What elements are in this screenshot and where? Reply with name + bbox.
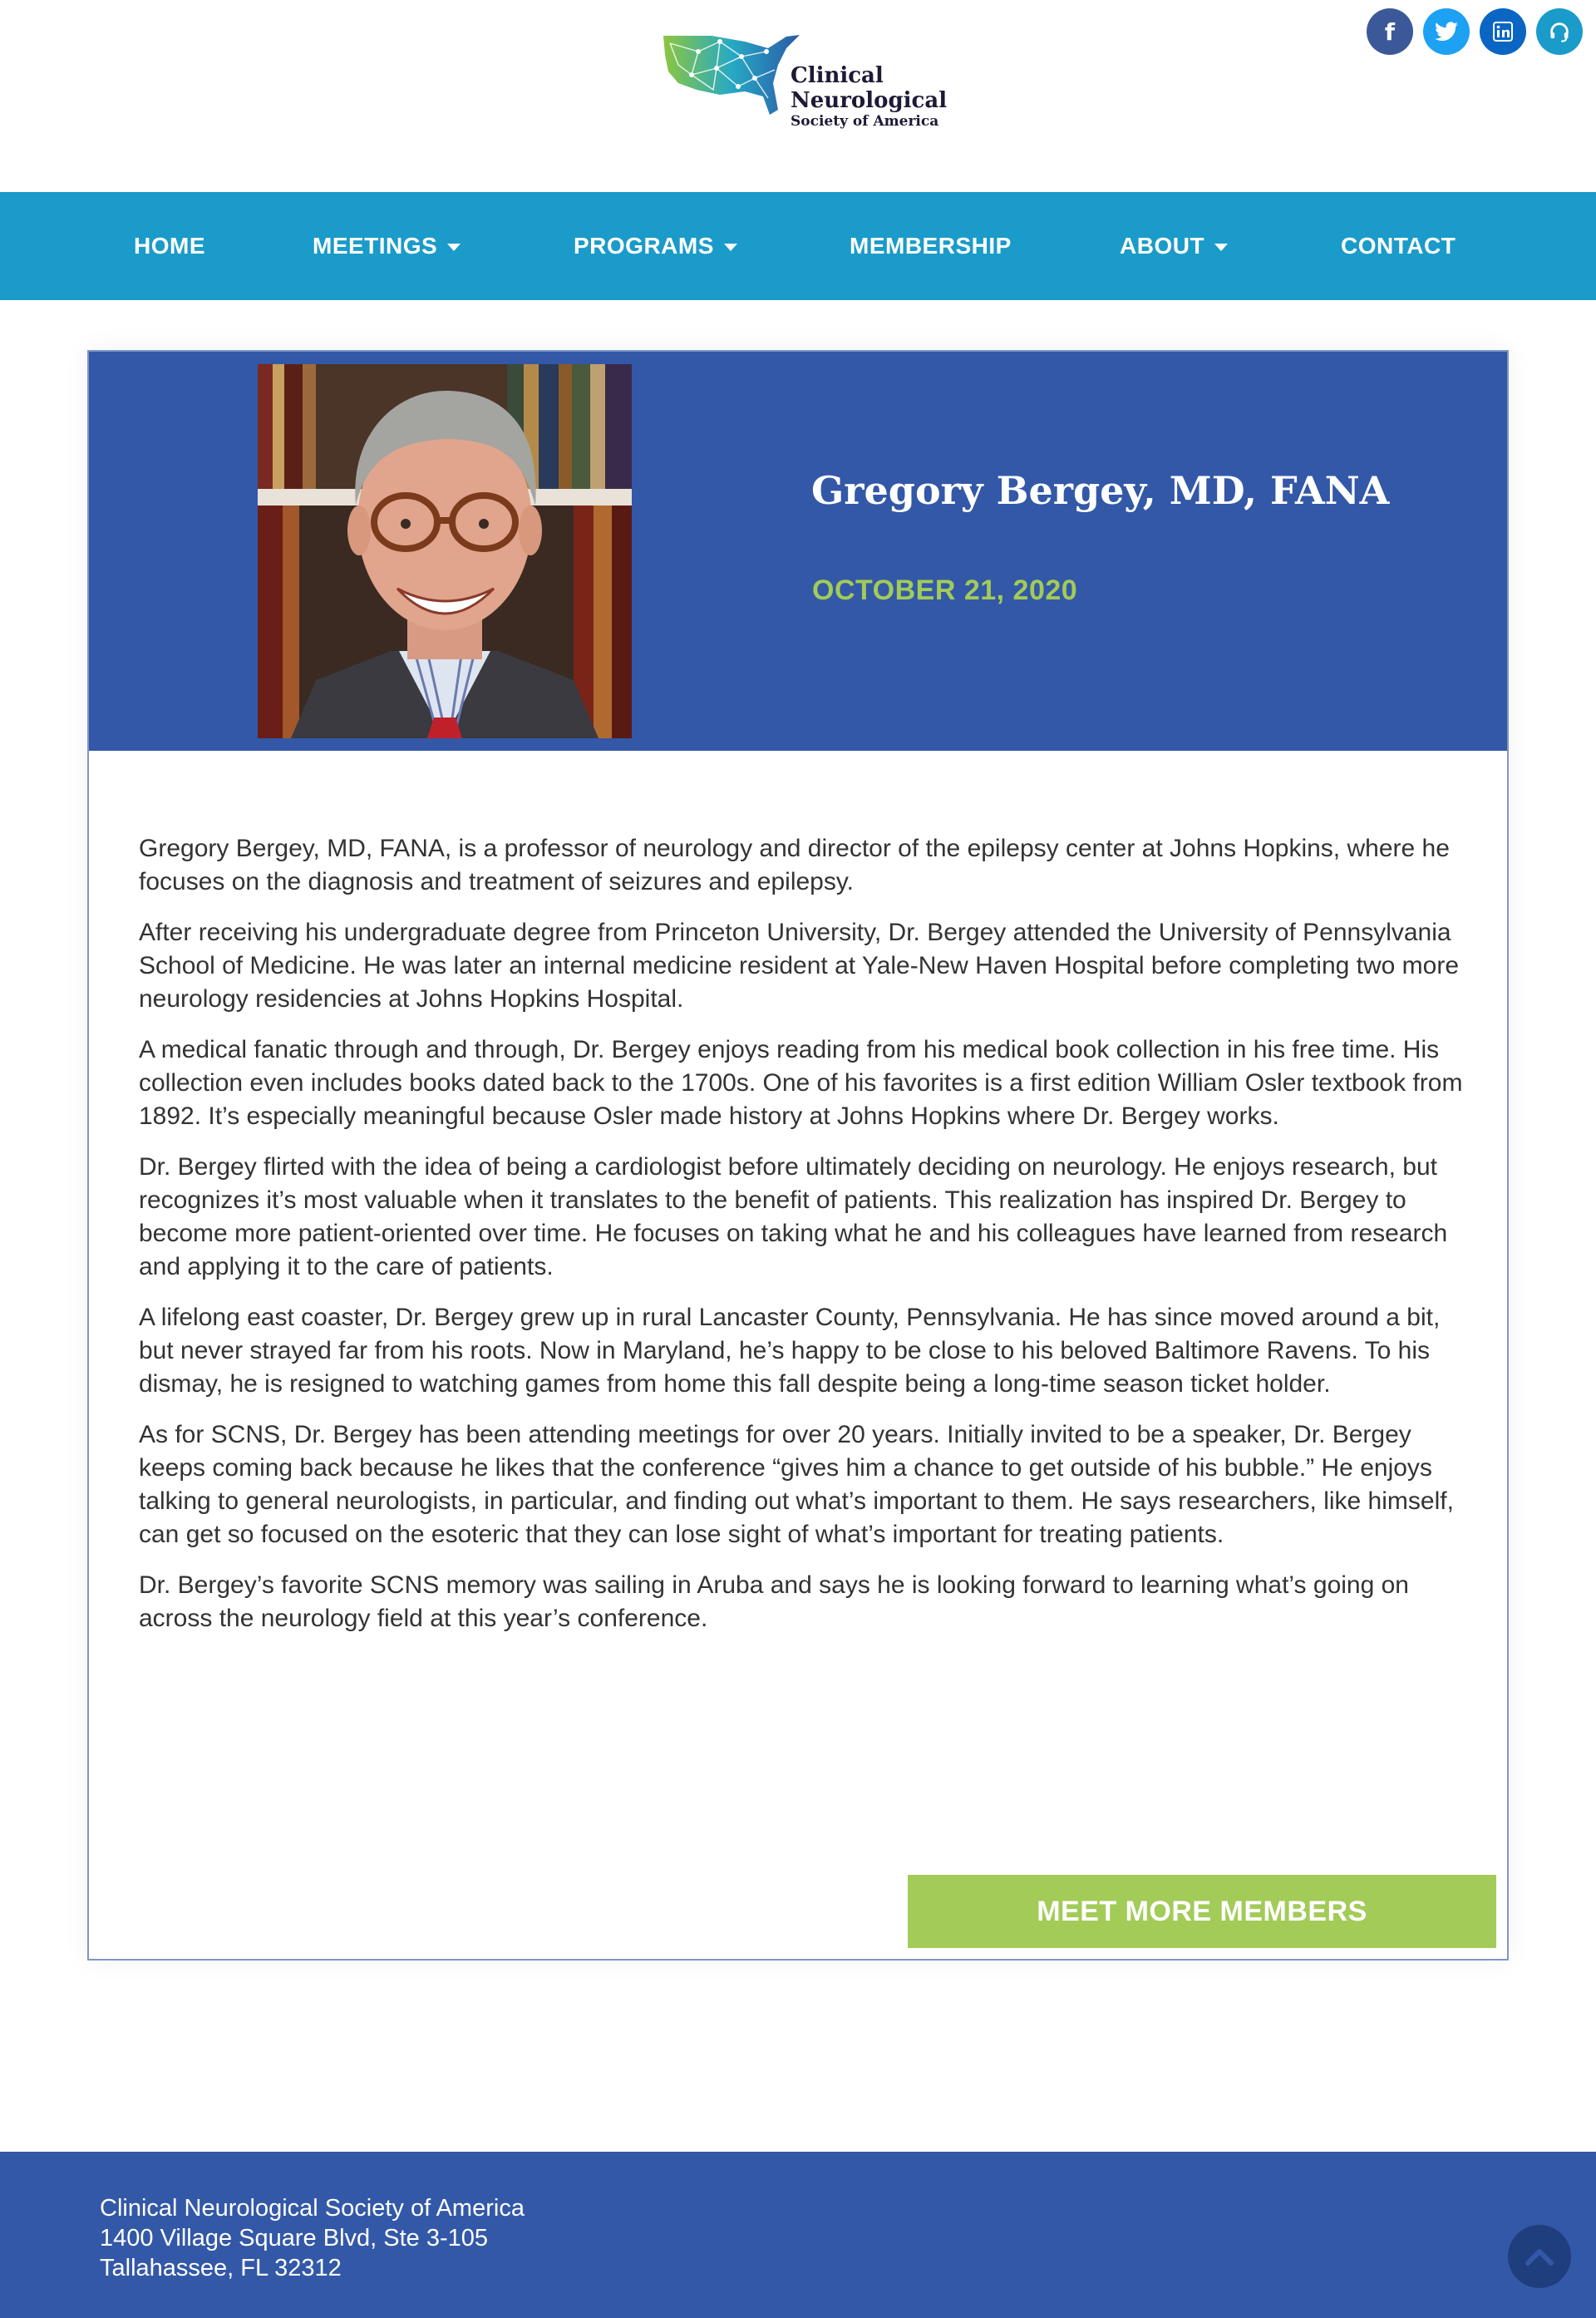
footer-street: 1400 Village Square Blvd, Ste 3-105: [100, 2225, 489, 2251]
footer-address: [100, 2193, 525, 2283]
chevron-down-icon: [724, 244, 737, 251]
logo-line-1: Clinical: [791, 63, 884, 88]
logo-line-3: Society of America: [791, 113, 939, 130]
chevron-up-icon: [1525, 2247, 1554, 2266]
usa-map-logo-icon: [662, 32, 811, 123]
footer-city: Tallahassee, FL 32312: [100, 2255, 342, 2281]
nav-label: CONTACT: [1341, 233, 1456, 259]
nav-label: MEMBERSHIP: [850, 233, 1012, 259]
bio-paragraph: Gregory Bergey, MD, FANA, is a professor of neurology and director of the epilepsy center at Johns Hopkins, where he focuses on the diagnosis and treatment of seizures and epilepsy.: [139, 835, 1450, 895]
bio-paragraph: A lifelong east coaster, Dr. Bergey grew up in rural Lancaster County, Pennsylvania. He has since moved around a bit, but never strayed far from his roots. Now in Maryland, he’s happy to be close to his beloved Baltimore Ravens. To his dismay, he is resigned to watching games from home this fall despite being a long-time season ticket holder.: [139, 1304, 1441, 1398]
nav-item-about[interactable]: [1120, 192, 1228, 300]
member-name: Gregory Bergey, MD, FANA: [811, 468, 1390, 513]
meet-more-members-button[interactable]: MEET MORE MEMBERS: [908, 1875, 1496, 1948]
member-photo: [258, 364, 632, 738]
nav-label: ABOUT: [1120, 233, 1205, 259]
nav-label: HOME: [134, 233, 205, 259]
logo-line-2: Neurological: [791, 88, 948, 113]
bio-paragraph: As for SCNS, Dr. Bergey has been attending meetings for over 20 years. Initially invited to be a speaker, Dr. Bergey keeps coming back because he likes that the conference “gives him a chance to get outside of his bubble.” He enjoys talking to general neurologists, in particular, and finding out what’s important to them. He says researchers, like himself, can get so focused on the esoteric that they can lose sight of what’s important for treating patients.: [139, 1421, 1454, 1548]
nav-item-programs[interactable]: [574, 192, 737, 300]
linkedin-icon[interactable]: [1480, 8, 1526, 55]
site-header: [0, 0, 1596, 192]
member-card: [87, 350, 1509, 1960]
bio-paragraph: After receiving his undergraduate degree from Princeton University, Dr. Bergey attended the University of Pennsylvania School of Medicine. He was later an internal medicine resident at Yale-New Haven Hospital before completing two more neurology residencies at Johns Hopkins Hospital.: [139, 919, 1460, 1013]
nav-label: MEETINGS: [313, 233, 438, 259]
nav-label: PROGRAMS: [574, 233, 714, 259]
footer-org-name: Clinical Neurological Society of America: [100, 2195, 525, 2222]
social-links: [1367, 8, 1583, 55]
bio-paragraph: Dr. Bergey flirted with the idea of being a cardiologist before ultimately deciding on neurology. He enjoys research, but recognizes it’s most valuable when it translates to the benefit of patients. This realization has inspired Dr. Bergey to become more patient-oriented over time. He focuses on taking what he and his colleagues have learned from research and applying it to the care of patients.: [139, 1153, 1448, 1280]
member-hero: [89, 352, 1507, 751]
facebook-icon[interactable]: f: [1367, 8, 1413, 55]
site-footer: [0, 2152, 1596, 2318]
scroll-to-top-button[interactable]: [1508, 2225, 1571, 2288]
chevron-down-icon: [447, 244, 461, 251]
twitter-icon[interactable]: [1423, 8, 1470, 55]
site-logo[interactable]: [662, 32, 948, 140]
logo-wordmark: [791, 65, 947, 129]
nav-item-membership[interactable]: [850, 192, 1012, 300]
bio-paragraph: A medical fanatic through and through, Dr. Bergey enjoys reading from his medical book collection in his free time. His collection even includes books dated back to the 1700s. One of his favorites is a first edition William Osler textbook from 1892. It’s especially meaningful because Osler made history at Johns Hopkins where Dr. Bergey works.: [139, 1036, 1463, 1130]
nav-item-home[interactable]: [134, 192, 205, 300]
chevron-down-icon: [1214, 244, 1228, 251]
headset-icon[interactable]: [1536, 8, 1583, 55]
main-nav: [0, 192, 1596, 300]
member-bio: [139, 832, 1469, 1653]
nav-item-contact[interactable]: [1341, 192, 1456, 300]
nav-item-meetings[interactable]: [313, 192, 461, 300]
post-date: OCTOBER 21, 2020: [812, 575, 1078, 606]
bio-paragraph: Dr. Bergey’s favorite SCNS memory was sailing in Aruba and says he is looking forward to learning what’s going on across the neurology field at this year’s conference.: [139, 1571, 1409, 1632]
